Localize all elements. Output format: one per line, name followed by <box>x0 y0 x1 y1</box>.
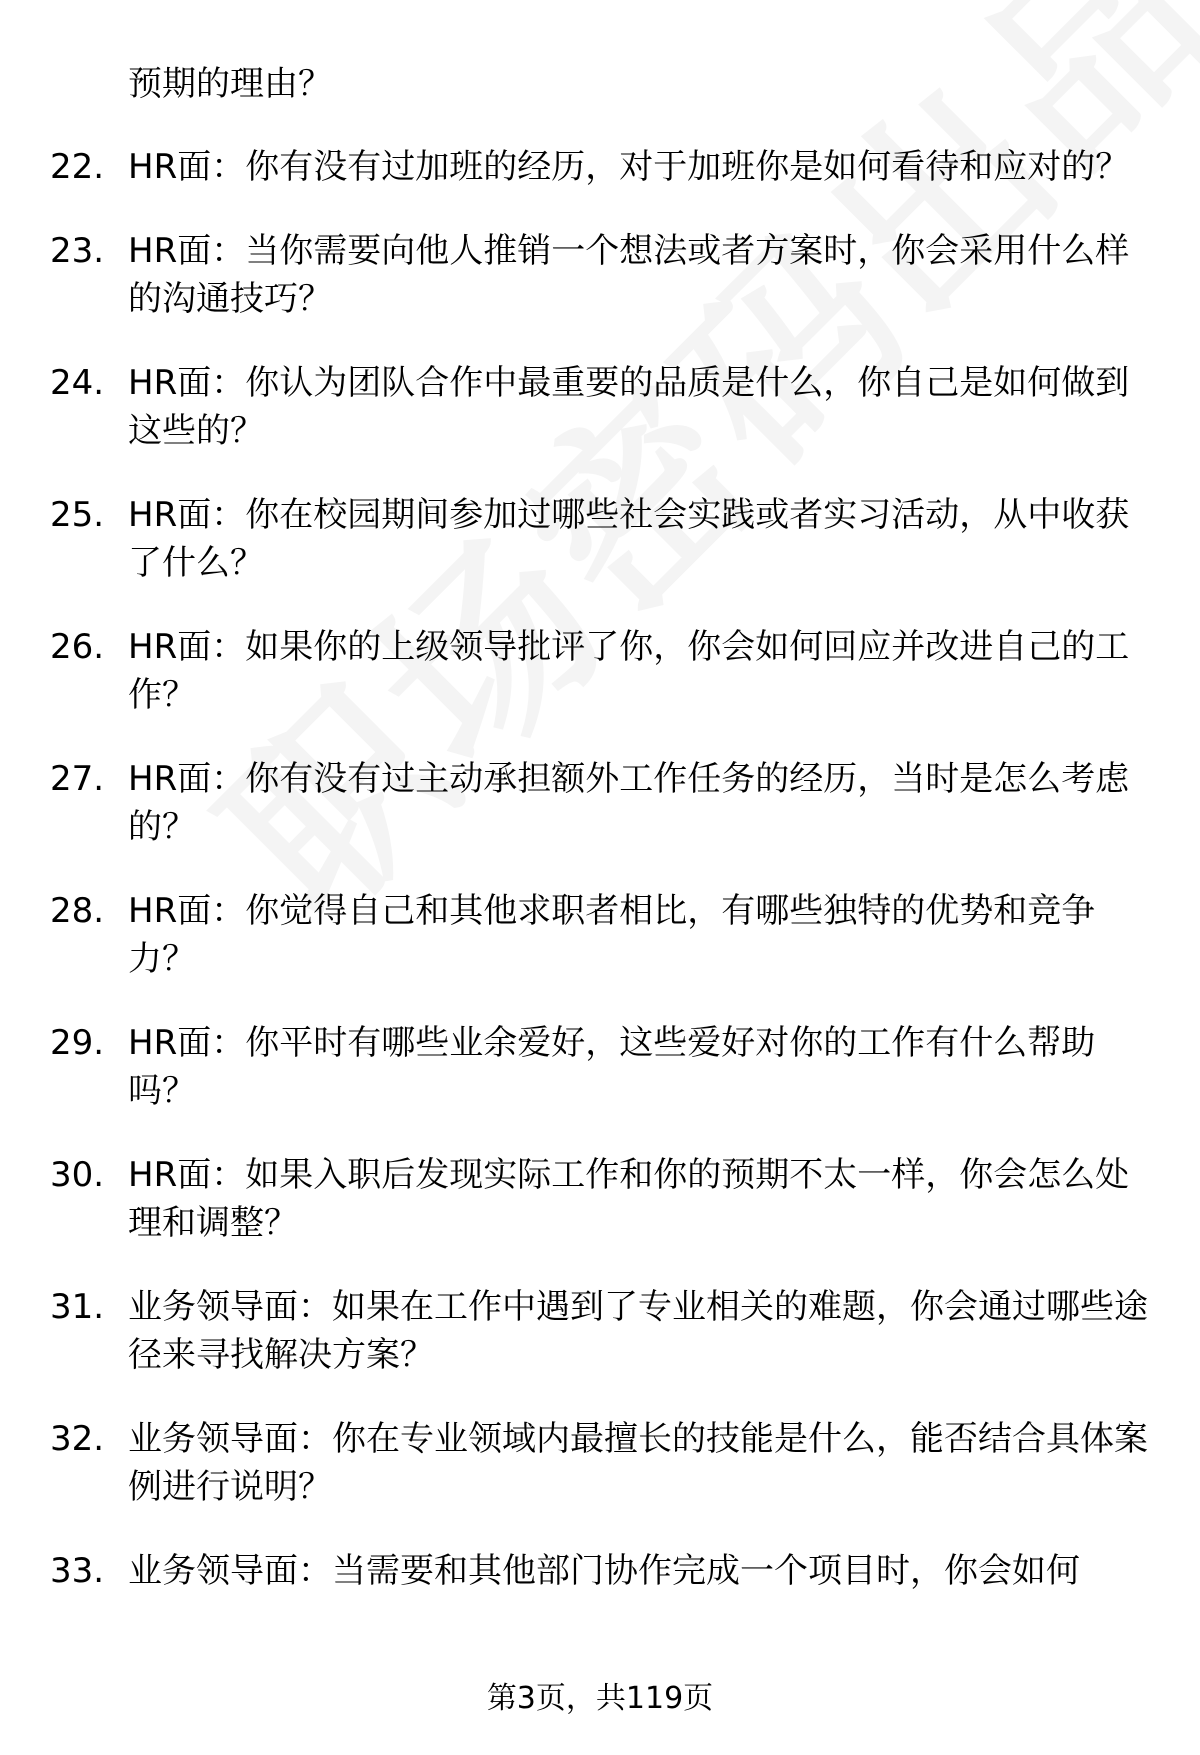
question-number: 22. <box>50 147 105 187</box>
question-text: 业务领导面：你在专业领域内最擅长的技能是什么，能否结合具体案例进行说明？ <box>128 1419 1148 1507</box>
question-item <box>50 143 1160 191</box>
question-number: 30. <box>50 1155 105 1195</box>
question-number: 23. <box>50 231 105 271</box>
question-item <box>50 1415 1160 1511</box>
question-number: 26. <box>50 627 105 667</box>
question-text: HR面：你有没有过加班的经历，对于加班你是如何看待和应对的？ <box>128 147 1130 187</box>
question-number: 27. <box>50 759 105 799</box>
question-number: 24. <box>50 363 105 403</box>
question-item <box>50 1019 1160 1115</box>
question-item <box>50 227 1160 323</box>
question-list <box>50 143 1160 1631</box>
question-number: 28. <box>50 891 105 931</box>
question-text: HR面：你认为团队合作中最重要的品质是什么，你自己是如何做到这些的？ <box>128 363 1130 451</box>
question-number: 31. <box>50 1287 105 1327</box>
question-text: HR面：如果入职后发现实际工作和你的预期不太一样，你会怎么处理和调整？ <box>128 1155 1130 1243</box>
question-number: 29. <box>50 1023 105 1063</box>
question-item <box>50 1151 1160 1247</box>
question-item <box>50 1283 1160 1379</box>
question-item <box>50 1547 1160 1595</box>
page-footer: 第3页，共119页 <box>486 1681 714 1716</box>
question-text: HR面：你在校园期间参加过哪些社会实践或者实习活动，从中收获了什么？ <box>128 495 1130 583</box>
question-text: 业务领导面：如果在工作中遇到了专业相关的难题，你会通过哪些途径来寻找解决方案？ <box>128 1287 1148 1375</box>
question-text: HR面：你有没有过主动承担额外工作任务的经历，当时是怎么考虑的？ <box>128 759 1130 847</box>
question-item <box>50 623 1160 719</box>
question-number: 32. <box>50 1419 105 1459</box>
question-text: HR面：当你需要向他人推销一个想法或者方案时，你会采用什么样的沟通技巧？ <box>128 231 1130 319</box>
question-item <box>50 887 1160 983</box>
question-text: HR面：如果你的上级领导批评了你，你会如何回应并改进自己的工作？ <box>128 627 1130 715</box>
question-text: HR面：你平时有哪些业余爱好，这些爱好对你的工作有什么帮助吗？ <box>128 1023 1096 1111</box>
question-number: 33. <box>50 1551 105 1591</box>
question-text: 业务领导面：当需要和其他部门协作完成一个项目时，你会如何 <box>128 1551 1080 1591</box>
question-item <box>50 755 1160 851</box>
question-text: HR面：你觉得自己和其他求职者相比，有哪些独特的优势和竞争力？ <box>128 891 1096 979</box>
question-item <box>50 359 1160 455</box>
continued-question-text: 预期的理由？ <box>128 64 332 104</box>
question-item <box>50 491 1160 587</box>
question-number: 25. <box>50 495 105 535</box>
